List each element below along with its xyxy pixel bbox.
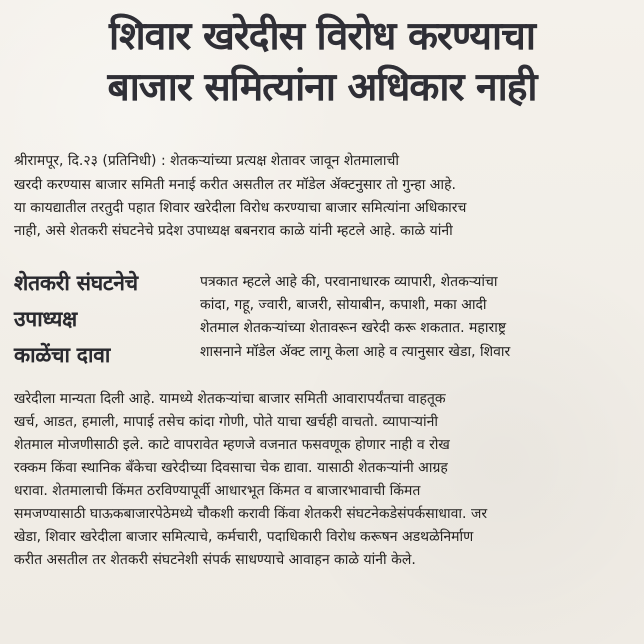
right-column-line-4: शासनाने मॉडेल ॲक्ट लागू केला आहे व त्यानुसार खेडा, शिवार — [200, 344, 511, 360]
full-width-line-7: खेडा, शिवार खरेदीला बाजार समित्याचे, कर्मचारी, पदाधिकारी विरोध करूषन अडथळेनिर्माण — [14, 529, 474, 545]
full-width-line-2: खर्च, आडत, हमाली, मापाई तसेच कांदा गोणी, पोते याचा खर्चही वाचतो. व्यापाऱ्यांनी — [14, 414, 439, 430]
full-width-line-1: खरेदीला मान्यता दिली आहे. यामध्ये शेतकऱ्यांचा बाजार समिती आवारापर्यंतचा वाहतूक — [14, 391, 446, 407]
full-width-line-8: करीत असतील तर शेतकरी संघटनेशी संपर्क साधण्याचे आवाहन काळे यांनी केले. — [14, 552, 416, 568]
right-column-line-2: कांदा, गहू, ज्वारी, बाजरी, सोयाबीन, कपाशी, मका आदी — [200, 297, 487, 313]
full-width-line-4: रक्कम किंवा स्थानिक बँकेचा खरेदीच्या दिवसाचा चेक द्यावा. यासाठी शेतकऱ्यांनी आग्रह — [14, 460, 448, 476]
headline-line-1: शिवार खरेदीस विरोध करण्याचा — [109, 14, 535, 59]
headline-line-2: बाजार समित्यांना अधिकार नाही — [107, 65, 537, 110]
full-width-line-5: धरावा. शेतमालाची किंमत ठरविण्यापूर्वी आधारभूत किंमत व बाजारभावाची किंमत — [14, 483, 421, 499]
right-column-line-1: पत्रकात म्हटले आहे की, परवानाधारक व्यापारी, शेतकऱ्यांचा — [200, 274, 498, 290]
intro-line-3: या कायद्यातील तरतुदी पहात शिवार खरेदीला विरोध करण्याचा बाजार समित्यांना अधिकारच — [14, 200, 467, 216]
right-column-line-3: शेतमाल शेतकऱ्यांच्या शेतावरून खरेदी करू शकतात. महाराष्ट्र — [200, 320, 506, 336]
full-width-line-3: शेतमाल मोजणीसाठी इले. काटे वापरावेत म्हणजे वजनात फसवणूक होणार नाही व रोख — [14, 437, 450, 453]
subheading-line-2: उपाध्यक्ष — [14, 307, 78, 331]
intro-line-2: खरदी करण्यास बाजार समिती मनाई करीत असतील तर मॉडेल ॲक्टनुसार तो गुन्हा आहे. — [14, 177, 456, 193]
full-width-line-6: समजण्यासाठी घाऊकबाजारपेठेमध्ये चौकशी करावी किंवा शेतकरी संघटनेकडेसंपर्कसाधावा. जर — [14, 506, 488, 522]
subheading-line-3: काळेंचा दावा — [14, 343, 111, 367]
intro-line-4: नाही, असे शेतकरी संघटनेचे प्रदेश उपाध्यक्ष बबनराव काळे यांनी म्हटले आहे. काळे यांनी — [14, 223, 453, 239]
intro-line-1: श्रीरामपूर, दि.२३ (प्रतिनिधी) : शेतकऱ्यांच्या प्रत्यक्ष शेतावर जावून शेतमालाची — [14, 153, 400, 169]
subheading-line-1: शेतकरी संघटनेचे — [14, 271, 138, 295]
